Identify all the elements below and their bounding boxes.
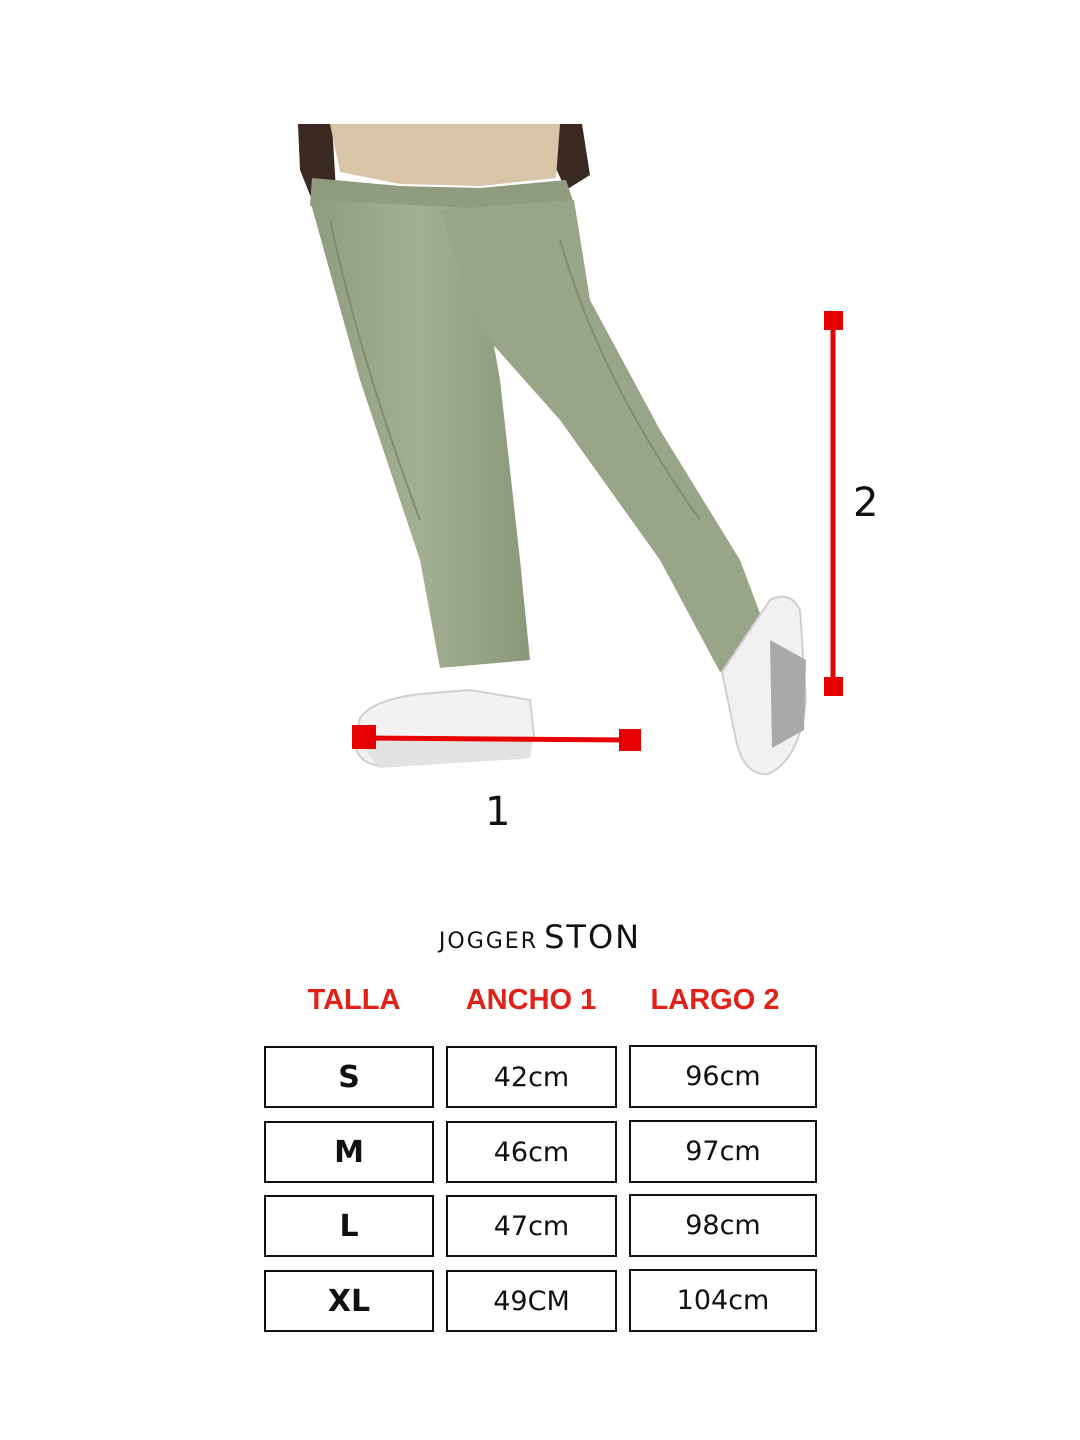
size-cell: XL — [264, 1270, 434, 1332]
largo-cell: 104cm — [629, 1269, 817, 1332]
ancho-cell: 46cm — [446, 1121, 617, 1183]
size-cell: L — [264, 1195, 434, 1257]
product-title — [0, 918, 1080, 956]
largo-cell: 96cm — [629, 1045, 817, 1108]
ancho-cell: 49CM — [446, 1270, 617, 1332]
column-header-talla: TALLA — [307, 984, 401, 1016]
length-marker-label: 2 — [853, 480, 879, 526]
size-cell: S — [264, 1046, 434, 1108]
ancho-cell: 42cm — [446, 1046, 617, 1108]
column-header-largo: LARGO 2 — [650, 984, 780, 1016]
largo-cell: 97cm — [629, 1120, 817, 1183]
largo-cell: 98cm — [629, 1194, 817, 1257]
size-cell: M — [264, 1121, 434, 1183]
shirt — [330, 124, 560, 186]
product-title-prefix: JOGGER — [438, 929, 538, 954]
ancho-cell: 47cm — [446, 1195, 617, 1257]
vertical-measure-line — [824, 311, 843, 696]
column-header-ancho: ANCHO 1 — [465, 984, 597, 1016]
product-title-name: STON — [544, 918, 642, 956]
width-marker-label: 1 — [485, 789, 511, 835]
